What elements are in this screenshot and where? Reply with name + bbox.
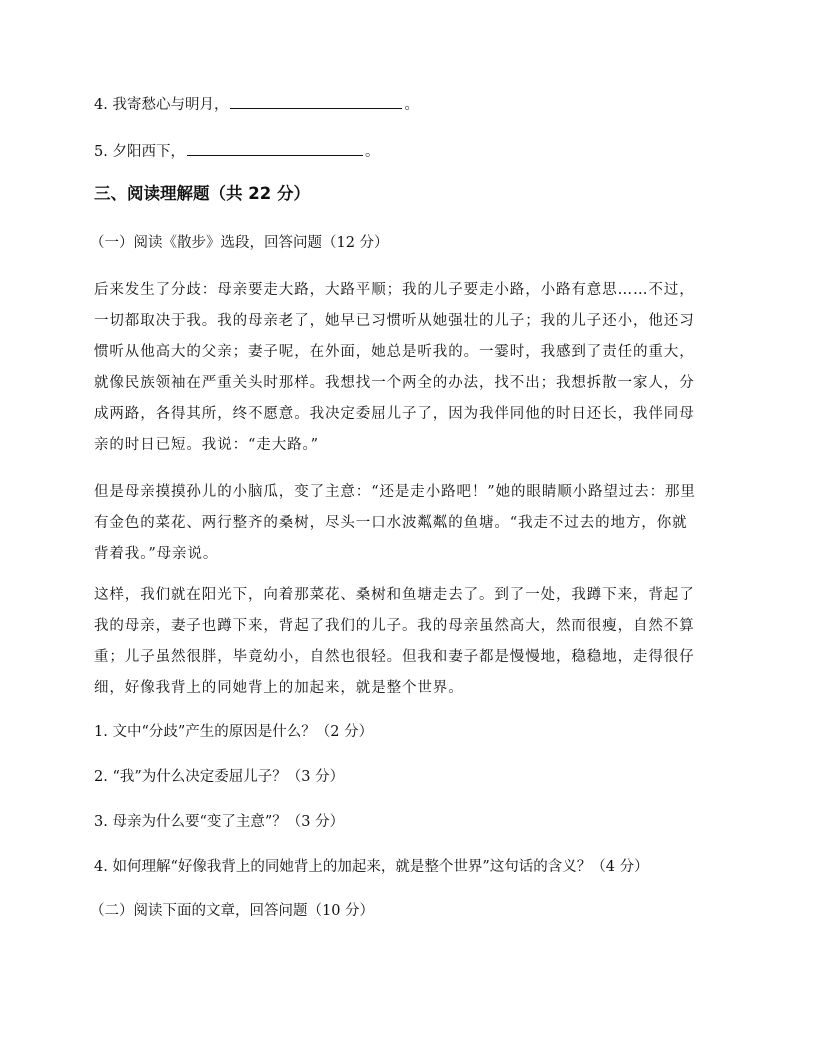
paragraph-line: 但是母亲摸摸孙儿的小脑瓜，变了主意：“还是走小路吧！”她的眼睛顺小路望过去：那里 xyxy=(94,484,696,500)
paragraph-line: 惯听从他高大的父亲；妻子呢，在外面，她总是听我的。一霎时，我感到了责任的重大， xyxy=(94,344,695,360)
fill-in-item-4-text: 4. 我寄愁心与明月， xyxy=(94,97,229,113)
paragraph-line: 这样，我们就在阳光下，向着那菜花、桑树和鱼塘走去了。到了一处，我蹲下来，背起了 xyxy=(94,587,695,603)
fill-in-item-5-end: 。 xyxy=(364,144,380,160)
fill-in-item-4 xyxy=(94,94,419,115)
section-heading: 三、阅读理解题（共 22 分） xyxy=(94,184,310,203)
fill-in-item-5 xyxy=(94,141,379,162)
paragraph-line: 成两路，各得其所，终不愿意。我决定委屈儿子了，因为我伴同他的时日还长，我伴同母 xyxy=(94,406,695,422)
question-3: 3. 母亲为什么要“变了主意”？（3 分） xyxy=(94,814,345,830)
paragraph-line: 亲的时日已短。我说：“走大路。” xyxy=(94,437,319,453)
question-1: 1. 文中“分歧”产生的原因是什么？（2 分） xyxy=(94,724,374,740)
paragraph-line: 有金色的菜花、两行整齐的桑树，尽头一口水波粼粼的鱼塘。“我走不过去的地方，你就 xyxy=(94,515,688,531)
paragraph-line: 重；儿子虽然很胖，毕竟幼小，自然也很轻。但我和妻子都是慢慢地，稳稳地，走得很仔 xyxy=(94,649,695,665)
passage-paragraph-1 xyxy=(94,275,722,461)
paragraph-line: 一切都取决于我。我的母亲老了，她早已习惯听从她强壮的儿子；我的儿子还小，他还习 xyxy=(94,313,695,329)
fill-in-item-5-text: 5. 夕阳西下， xyxy=(94,144,185,160)
paragraph-line: 就像民族领袖在严重关头时那样。我想找一个两全的办法，找不出；我想拆散一家人，分 xyxy=(94,375,695,391)
paragraph-line: 后来发生了分歧：母亲要走大路，大路平顺；我的儿子要走小路，小路有意思……不过， xyxy=(94,282,695,298)
fill-in-item-4-end: 。 xyxy=(404,97,419,113)
part-one-title: （一）阅读《散步》选段，回答问题（12 分） xyxy=(90,235,389,251)
passage-paragraph-3 xyxy=(94,580,722,704)
paragraph-line: 背着我。”母亲说。 xyxy=(94,546,219,562)
answer-blank[interactable] xyxy=(187,141,363,156)
passage-paragraph-2 xyxy=(94,477,722,570)
question-2: 2. “我”为什么决定委屈儿子？（3 分） xyxy=(94,769,345,785)
answer-blank[interactable] xyxy=(230,94,402,109)
paragraph-line: 我的母亲，妻子也蹲下来，背起了我们的儿子。我的母亲虽然高大，然而很瘦，自然不算 xyxy=(94,618,695,634)
question-4: 4. 如何理解“好像我背上的同她背上的加起来，就是整个世界”这句话的含义？（4 分） xyxy=(94,859,649,875)
paragraph-line: 细，好像我背上的同她背上的加起来，就是整个世界。 xyxy=(94,680,464,696)
part-two-title: （二）阅读下面的文章，回答问题（10 分） xyxy=(90,903,375,919)
